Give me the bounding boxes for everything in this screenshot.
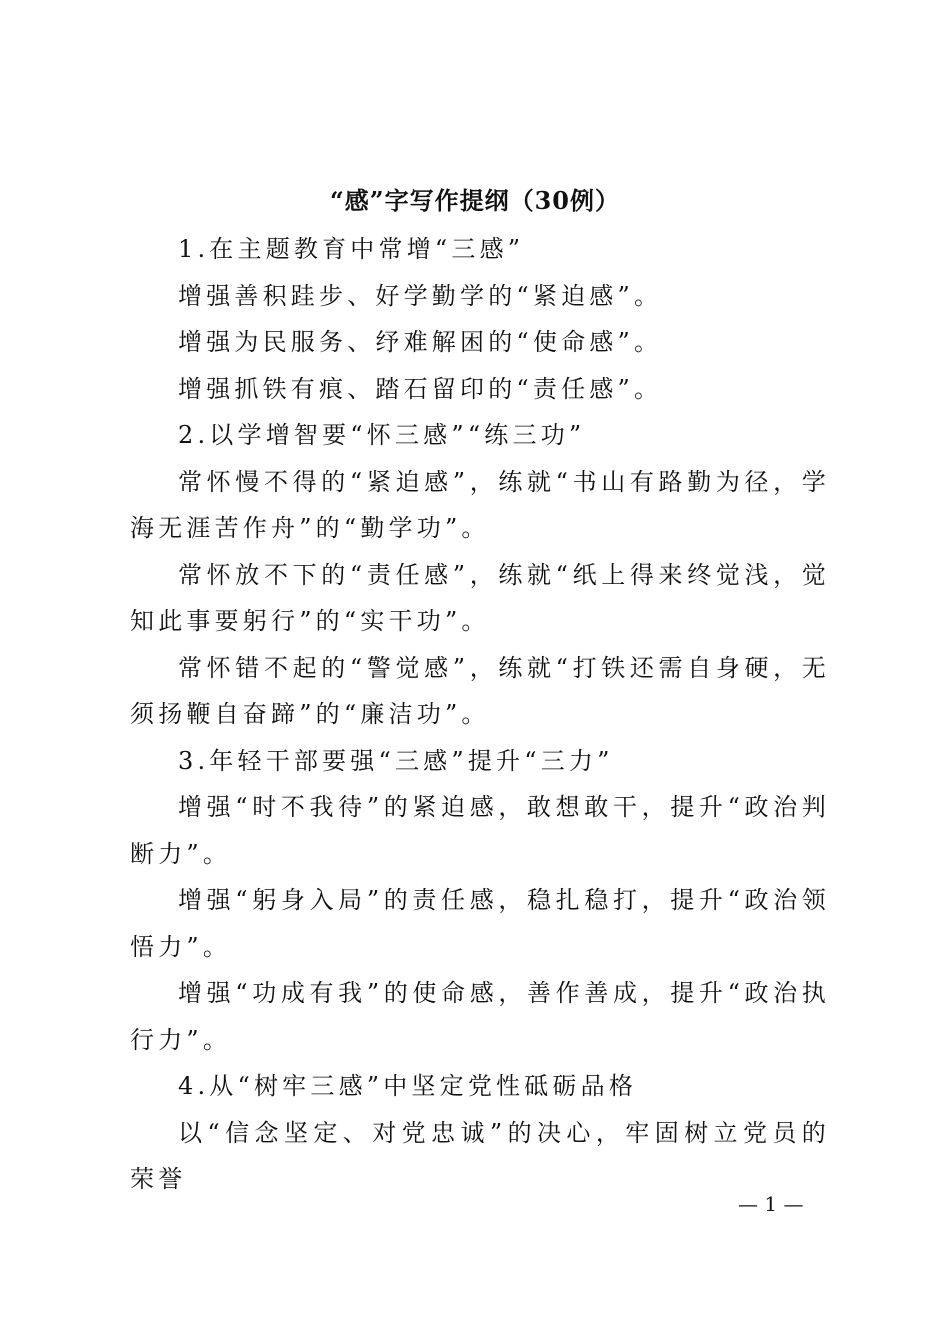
document-body bbox=[130, 226, 830, 1203]
paragraph: 以“信念坚定、对党忠诚”的决心，牢固树立党员的荣誉 bbox=[130, 1118, 830, 1193]
heading-4: 4.从“树牢三感”中坚定党性砥砺品格 bbox=[178, 1072, 638, 1100]
paragraph: 增强“时不我待”的紧迫感，敢想敢干，提升“政治判断力”。 bbox=[130, 793, 830, 868]
paragraph: 增强“功成有我”的使命感，善作善成，提升“政治执行力”。 bbox=[130, 979, 830, 1054]
paragraph: 常怀错不起的“警觉感”，练就“打铁还需自身硬，无须扬鞭自奋蹄”的“廉洁功”。 bbox=[130, 653, 830, 728]
heading-1: 1.在主题教育中常增“三感” bbox=[178, 235, 525, 263]
paragraph: 增强善积跬步、好学勤学的“紧迫感”。 bbox=[178, 281, 663, 310]
heading-2: 2.以学增智要“怀三感”“练三功” bbox=[178, 421, 586, 449]
heading-3: 3.年轻干部要强“三感”提升“三力” bbox=[178, 746, 614, 775]
document-title: “感”字写作提纲（30例） bbox=[329, 186, 620, 215]
paragraph: 常怀慢不得的“紧迫感”，练就“书山有路勤为径，学海无涯苦作舟”的“勤学功”。 bbox=[130, 467, 830, 542]
paragraph: 常怀放不下的“责任感”，练就“纸上得来终觉浅，觉知此事要躬行”的“实干功”。 bbox=[130, 560, 830, 635]
page-number: — 1 — bbox=[738, 1192, 804, 1216]
paragraph: 增强为民服务、纾难解困的“使命感”。 bbox=[178, 328, 663, 356]
paragraph: 增强抓铁有痕、踏石留印的“责任感”。 bbox=[178, 374, 663, 403]
paragraph: 增强“躬身入局”的责任感，稳扎稳打，提升“政治领悟力”。 bbox=[130, 886, 830, 961]
